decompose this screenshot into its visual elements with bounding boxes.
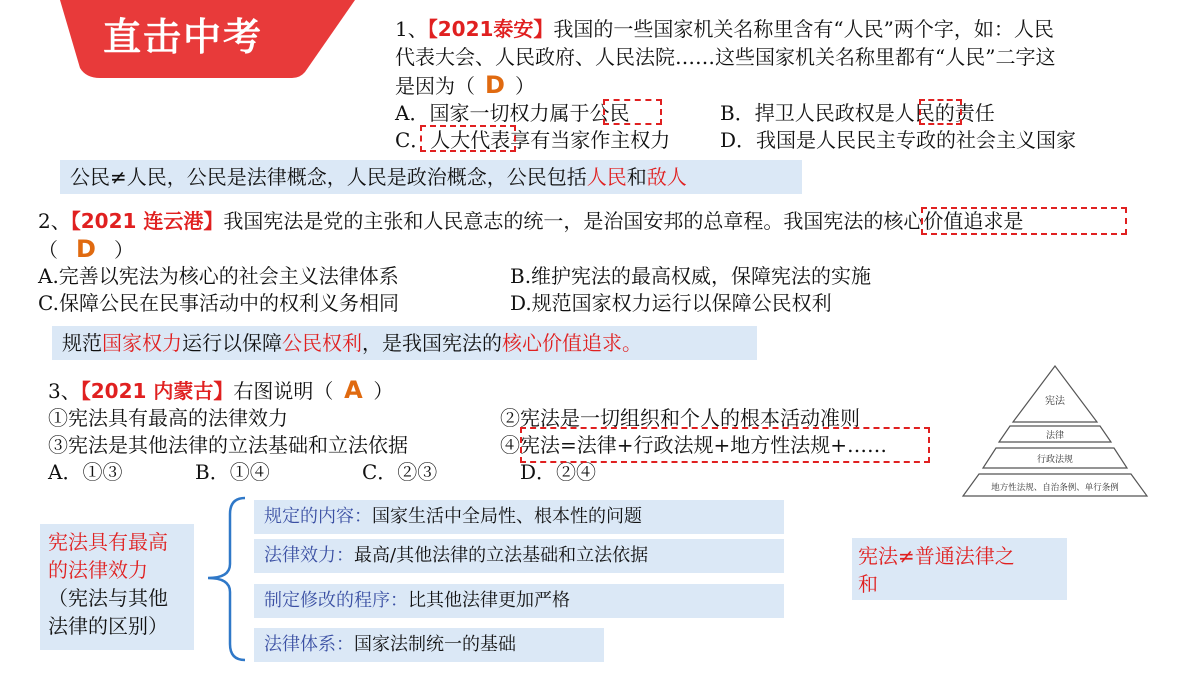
q2-answer: D — [76, 235, 96, 263]
q3-statement-4: ④宪法=法律+行政法规+地方性法规+…… — [500, 433, 888, 457]
highlight-gongmin — [603, 99, 662, 125]
q3-stem: 3、【2021 内蒙古】右图说明（ A ） — [48, 376, 394, 404]
pyramid-label-2: 法律 — [1045, 431, 1065, 441]
q2-option-c: C.保障公民在民事活动中的权利义务相同 — [38, 291, 399, 315]
q2-option-b: B.维护宪法的最高权威，保障宪法的实施 — [510, 264, 872, 288]
q1-source: 【2021泰安】 — [427, 17, 554, 41]
q2-option-d: D.规范国家权力运行以保障公民权利 — [510, 291, 832, 315]
q1-option-c: C．人大代表享有当家作主权力 — [395, 128, 671, 152]
q3-option-b: B．①④ — [195, 460, 270, 484]
q2-option-a: A.完善以宪法为核心的社会主义法律体系 — [38, 264, 399, 288]
summary-item-procedure: 制定修改的程序：比其他法律更加严格 — [254, 584, 784, 618]
pyramid-label-4: 地方性法规、自治条例、单行条例 — [991, 483, 1119, 493]
summary-sub-line2: 法律的区别） — [48, 614, 168, 638]
q2-stem-line1: 2、【2021 连云港】我国宪法是党的主张和人民意志的统一，是治国安邦的总章程。我国宪法的核心价值追求是 — [38, 209, 1024, 233]
highlight-renmin — [919, 99, 962, 125]
q2-stem-line2: （ D ） — [38, 235, 134, 263]
q3-option-d: D．②④ — [520, 460, 597, 484]
q3-option-a: A．①③ — [48, 460, 123, 484]
note-core-value: 规范国家权力运行以保障公民权利，是我国宪法的核心价值追求。 — [52, 326, 757, 360]
summary-title-line2: 的法律效力 — [48, 558, 148, 582]
summary-item-effect: 法律效力：最高/其他法律的立法基础和立法依据 — [254, 539, 784, 573]
q3-answer: A — [344, 376, 363, 404]
q1-option-b: B．捍卫人民政权是人民的责任 — [720, 101, 995, 125]
summary-title-line1: 宪法具有最高 — [48, 530, 168, 554]
highlight-rendadaibiao — [420, 125, 516, 152]
highlight-statement-4 — [520, 427, 930, 463]
q1-stem-line3: 是因为（ D ） — [395, 71, 535, 99]
summary-item-system: 法律体系：国家法制统一的基础 — [254, 628, 604, 662]
q2-source: 【2021 连云港】 — [70, 209, 224, 233]
header-title: 直击中考 — [103, 15, 264, 59]
q1-stem-line2: 代表大会、人民政府、人民法院……这些国家机关名称里都有“人民”二字这 — [395, 45, 1056, 69]
q1-stem-line1: 1、【2021泰安】我国的一些国家机关名称里含有“人民”两个字，如：人民 — [395, 17, 1054, 41]
q1-option-d: D．我国是人民民主专政的社会主义国家 — [720, 128, 1077, 152]
law-pyramid-diagram — [955, 360, 1155, 500]
summary-sub-line1: （宪法与其他 — [48, 586, 168, 610]
pyramid-top — [1013, 366, 1097, 422]
q1-option-a: A．国家一切权力属于公民 — [395, 101, 630, 125]
side-note: 宪法≠普通法律之 和 — [852, 538, 1067, 600]
pyramid-label-3: 行政法规 — [1036, 455, 1074, 465]
summary-item-content: 规定的内容：国家生活中全局性、根本性的问题 — [254, 500, 784, 534]
q1-answer: D — [485, 71, 505, 99]
q3-statement-1: ①宪法具有最高的法律效力 — [48, 406, 288, 430]
q3-statement-2: ②宪法是一切组织和个人的根本活动准则 — [500, 406, 860, 430]
summary-title-box — [40, 524, 194, 650]
highlight-core-value — [921, 207, 1127, 235]
q3-statement-3: ③宪法是其他法律的立法基础和立法依据 — [48, 433, 408, 457]
q3-option-c: C．②③ — [362, 460, 438, 484]
q3-source: 【2021 内蒙古】 — [80, 379, 234, 403]
note-gongmin-renmin: 公民≠人民，公民是法律概念，人民是政治概念，公民包括人民和敌人 — [60, 160, 802, 194]
pyramid-label-1: 宪法 — [1045, 396, 1065, 407]
summary-brace — [200, 494, 250, 664]
